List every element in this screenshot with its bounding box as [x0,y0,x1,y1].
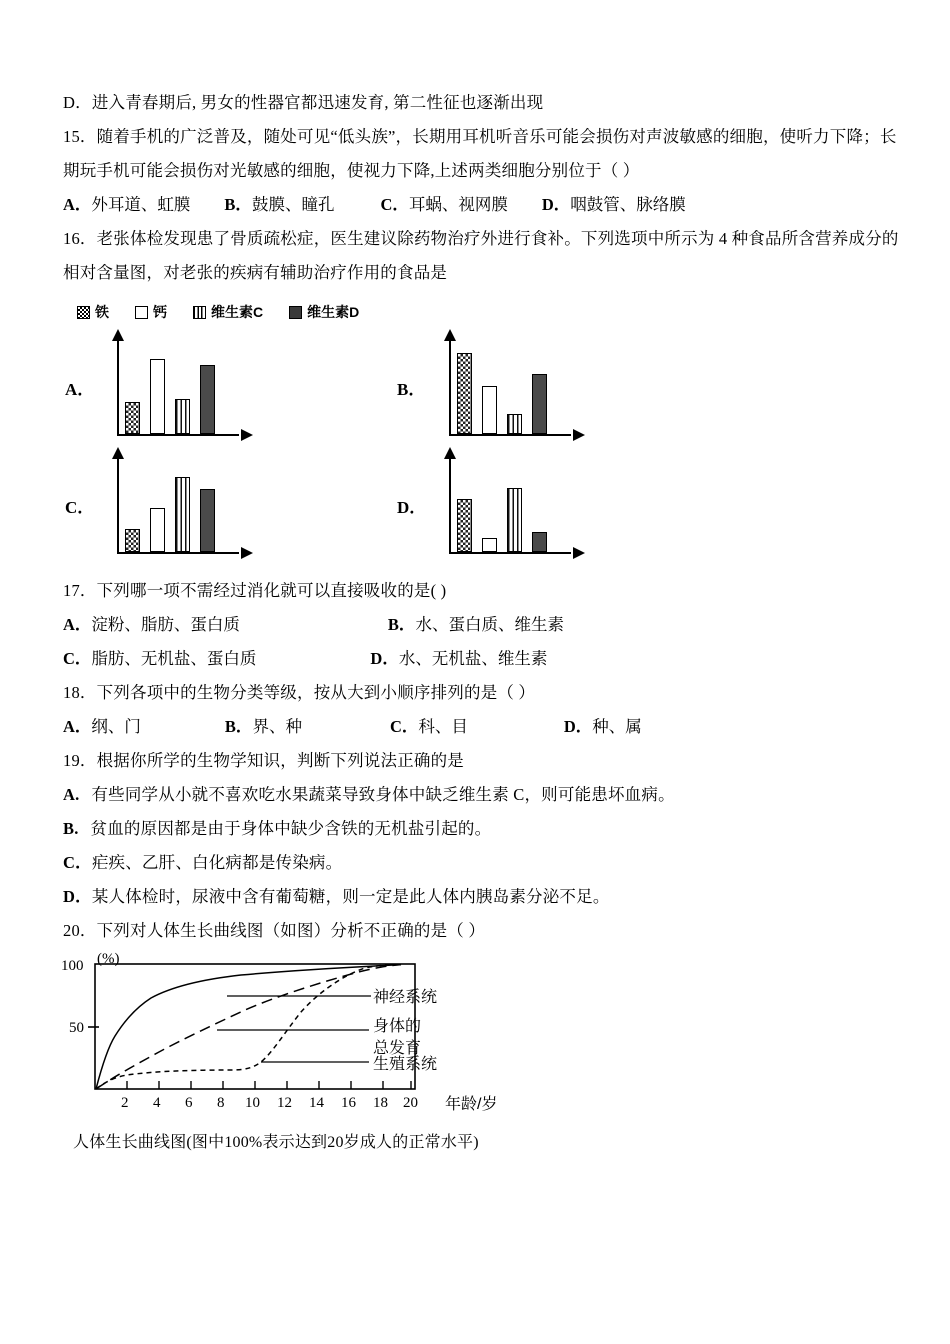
q18-option-a-text: 纲、门 [91,717,141,736]
bar-group [125,342,235,434]
y-axis [117,338,119,436]
x-tick-label-2: 2 [121,1095,129,1111]
series-nervous-system-curve [96,965,401,1089]
bar-group [457,342,567,434]
q18-option-b-text: 界、种 [252,717,302,736]
q19-option-b [63,812,908,846]
q18-stem-block [63,676,908,710]
legend-item-vitamin-c [193,302,263,322]
x-tick-label-18: 18 [373,1095,388,1111]
q19-option-c-text: 疟疾、乙肝、白化病都是传染病。 [91,853,343,872]
q15-option-a-text: 外耳道、虹膜 [91,195,191,214]
q17-options-row-2 [63,642,908,676]
q16-option-c[interactable] [63,450,395,560]
x-axis [117,434,239,436]
bar-group [125,460,235,552]
chart-row-bottom [63,450,908,560]
q16-chart-legend [77,302,908,322]
q15-option-b-text: 鼓膜、瞳孔 [251,195,335,214]
legend-label-calcium: 钙 [153,304,167,320]
x-tick-label-10: 10 [245,1095,260,1111]
q15-option-c-text: 耳蜗、视网膜 [408,195,508,214]
q15-options-row [63,188,908,222]
bar-vitamin-d [200,489,215,552]
bar-iron [457,499,472,552]
y-axis [449,338,451,436]
q17-options-row-1 [63,608,908,642]
q17-stem: 下列哪一项不需经过消化就可以直接吸收的是( ) [96,581,447,600]
y-axis [449,456,451,554]
x-tick-label-8: 8 [217,1095,225,1111]
y-tick-label-50: 50 [69,1020,84,1036]
x-tick-label-20: 20 [403,1095,418,1111]
q16-option-b[interactable] [395,332,727,442]
q19-option-a [63,778,908,812]
bar-iron [125,529,140,552]
q18-option-b-label: B． [224,717,253,736]
legend-label-iron: 铁 [95,304,109,320]
q15-option-c-label: C． [380,195,409,214]
q16-chart-b [431,332,591,442]
x-tick-label-16: 16 [341,1095,356,1111]
x-axis-arrow-icon [241,429,253,441]
bar-vitamin-d [532,532,547,552]
bar-calcium [150,508,165,552]
x-tick-labels [121,1095,418,1111]
q17-option-b-label: B． [387,615,416,634]
solid-swatch-icon [289,306,302,319]
q20-growth-curve-figure [55,952,575,1152]
q16-chart-options [63,332,908,560]
legend-item-vitamin-d [289,302,359,322]
vertical-stripes-swatch-icon [193,306,206,319]
q18-options-row [63,710,908,744]
page-content [63,86,908,1152]
q16-stem: 老张体检发现患了骨质疏松症，医生建议除药物治疗外进行食补。下列选项中所示为 4 种食品所含营养成分的相对含量图，对老张的疾病有辅助治疗作用的食品是 [63,229,899,282]
bar-vitamin-c [507,414,522,434]
q19-option-d-text: 某人体检时，尿液中含有葡萄糖，则一定是此人体内胰岛素分泌不足。 [91,887,610,906]
q16-chart-d [431,450,591,560]
bar-vitamin-d [200,365,215,434]
legend-item-iron [77,302,109,322]
q15-option-d-text: 咽鼓管、脉络膜 [570,195,686,214]
q16-option-b-letter: B． [397,379,426,399]
q18-option-c-label: C． [389,717,419,736]
x-tick-label-12: 12 [277,1095,292,1111]
q19-option-d [63,880,908,914]
q17-option-d-text: 水、无机盐、维生素 [398,649,548,668]
q16-number: 16． [63,229,97,248]
q17-option-a-label: A． [63,615,92,634]
annotation-body-line2: 总发育 [373,1040,422,1057]
x-axis [449,434,571,436]
x-tick-label-14: 14 [309,1095,324,1111]
white-swatch-icon [135,306,148,319]
q19-option-b-text: 贫血的原因都是由于身体中缺少含铁的无机盐引起的。 [90,819,492,838]
q16-option-a[interactable] [63,332,395,442]
q19-option-a-text: 有些同学从小就不喜欢吃水果蔬菜导致身体中缺乏维生素 C，则可能患坏血病。 [91,785,675,804]
q15-option-a-label: A． [63,195,92,214]
growth-curve-svg [55,952,575,1127]
bar-iron [125,402,140,434]
q16-chart-a [99,332,259,442]
q14-option-d: D．进入青春期后, 男女的性器官都迅速发育, 第二性征也逐渐出现 [63,93,544,112]
q15-number: 15． [63,127,97,146]
q16-chart-c [99,450,259,560]
legend-item-calcium [135,302,167,322]
q17-option-c-label: C． [63,649,92,668]
bar-vitamin-d [532,374,547,434]
q15-stem-block [63,120,908,188]
q18-option-d-text: 种、属 [592,717,642,736]
bar-vitamin-c [175,399,190,434]
q18-option-c-text: 科、目 [418,717,468,736]
q16-option-c-letter: C． [65,497,95,517]
q16-option-d[interactable] [395,450,727,560]
q16-option-d-letter: D． [397,497,427,517]
bar-vitamin-c [507,488,522,552]
q18-stem: 下列各项中的生物分类等级，按从大到小顺序排列的是（ ） [96,683,536,702]
x-axis-arrow-icon [241,547,253,559]
x-axis-arrow-icon [573,547,585,559]
annotation-body-line1: 身体的 [373,1018,422,1035]
series-reproductive-system-curve [96,964,401,1089]
q17-stem-block [63,574,908,608]
q15-option-b-label: B． [224,195,252,214]
q15-stem: 随着手机的广泛普及，随处可见“低头族”，长期用耳机听音乐可能会损伤对声波敏感的细胞，使听力下降；长期玩手机可能会损伤对光敏感的细胞，使视力下降,上述两类细胞分别位于（ ） [63,127,897,180]
x-axis [449,552,571,554]
y-tick-label-100: 100 [61,958,84,974]
q19-option-c [63,846,908,880]
x-tick-label-4: 4 [153,1095,161,1111]
q15-option-d-label: D． [541,195,571,214]
crosshatch-swatch-icon [77,306,90,319]
q16-stem-block [63,222,908,290]
q20-figure-caption: 人体生长曲线图(图中100%表示达到20岁成人的正常水平) [73,1134,479,1151]
q19-option-b-label: B. [63,819,79,838]
x-axis-arrow-icon [573,429,585,441]
plot-frame [95,964,415,1089]
q20-stem-block [63,914,908,948]
bar-calcium [482,386,497,434]
q20-stem: 下列对人体生长曲线图（如图）分析不正确的是（ ） [96,921,486,940]
q19-option-c-label: C． [63,853,92,872]
q19-stem-block [63,744,908,778]
legend-label-vitamin-d: 维生素D [307,304,360,320]
bar-calcium [150,359,165,434]
x-tick-label-6: 6 [185,1095,193,1111]
x-axis [117,552,239,554]
annotation-nervous-system: 神经系统 [373,989,438,1006]
annotation-reproductive-system: 生殖系统 [373,1056,438,1073]
q19-option-d-label: D． [63,887,92,906]
series-body-development-curve [96,965,401,1089]
q19-option-a-label: A. [63,785,80,804]
q17-option-c-text: 脂肪、无机盐、蛋白质 [91,649,257,668]
y-axis [117,456,119,554]
q18-number: 18． [63,683,97,702]
chart-row-top [63,332,908,442]
q17-option-d-label: D． [370,649,399,668]
legend-label-vitamin-c: 维生素C [211,304,264,320]
q18-option-d-label: D． [563,717,593,736]
bar-iron [457,353,472,434]
x-axis-label: 年龄/岁 [445,1096,498,1113]
q20-number: 20． [63,921,97,940]
q19-stem: 根据你所学的生物学知识，判断下列说法正确的是 [96,751,465,770]
q17-option-a-text: 淀粉、脂肪、蛋白质 [91,615,240,634]
x-axis-ticks [127,1081,411,1089]
q19-number: 19． [63,751,97,770]
bar-vitamin-c [175,477,190,552]
q17-number: 17． [63,581,97,600]
bar-calcium [482,538,497,552]
y-axis-unit-label: (%) [97,952,120,967]
q17-option-b-text: 水、蛋白质、维生素 [415,615,564,634]
q18-option-a-label: A． [63,717,92,736]
q16-option-a-letter: A． [65,379,95,399]
bar-group [457,460,567,552]
